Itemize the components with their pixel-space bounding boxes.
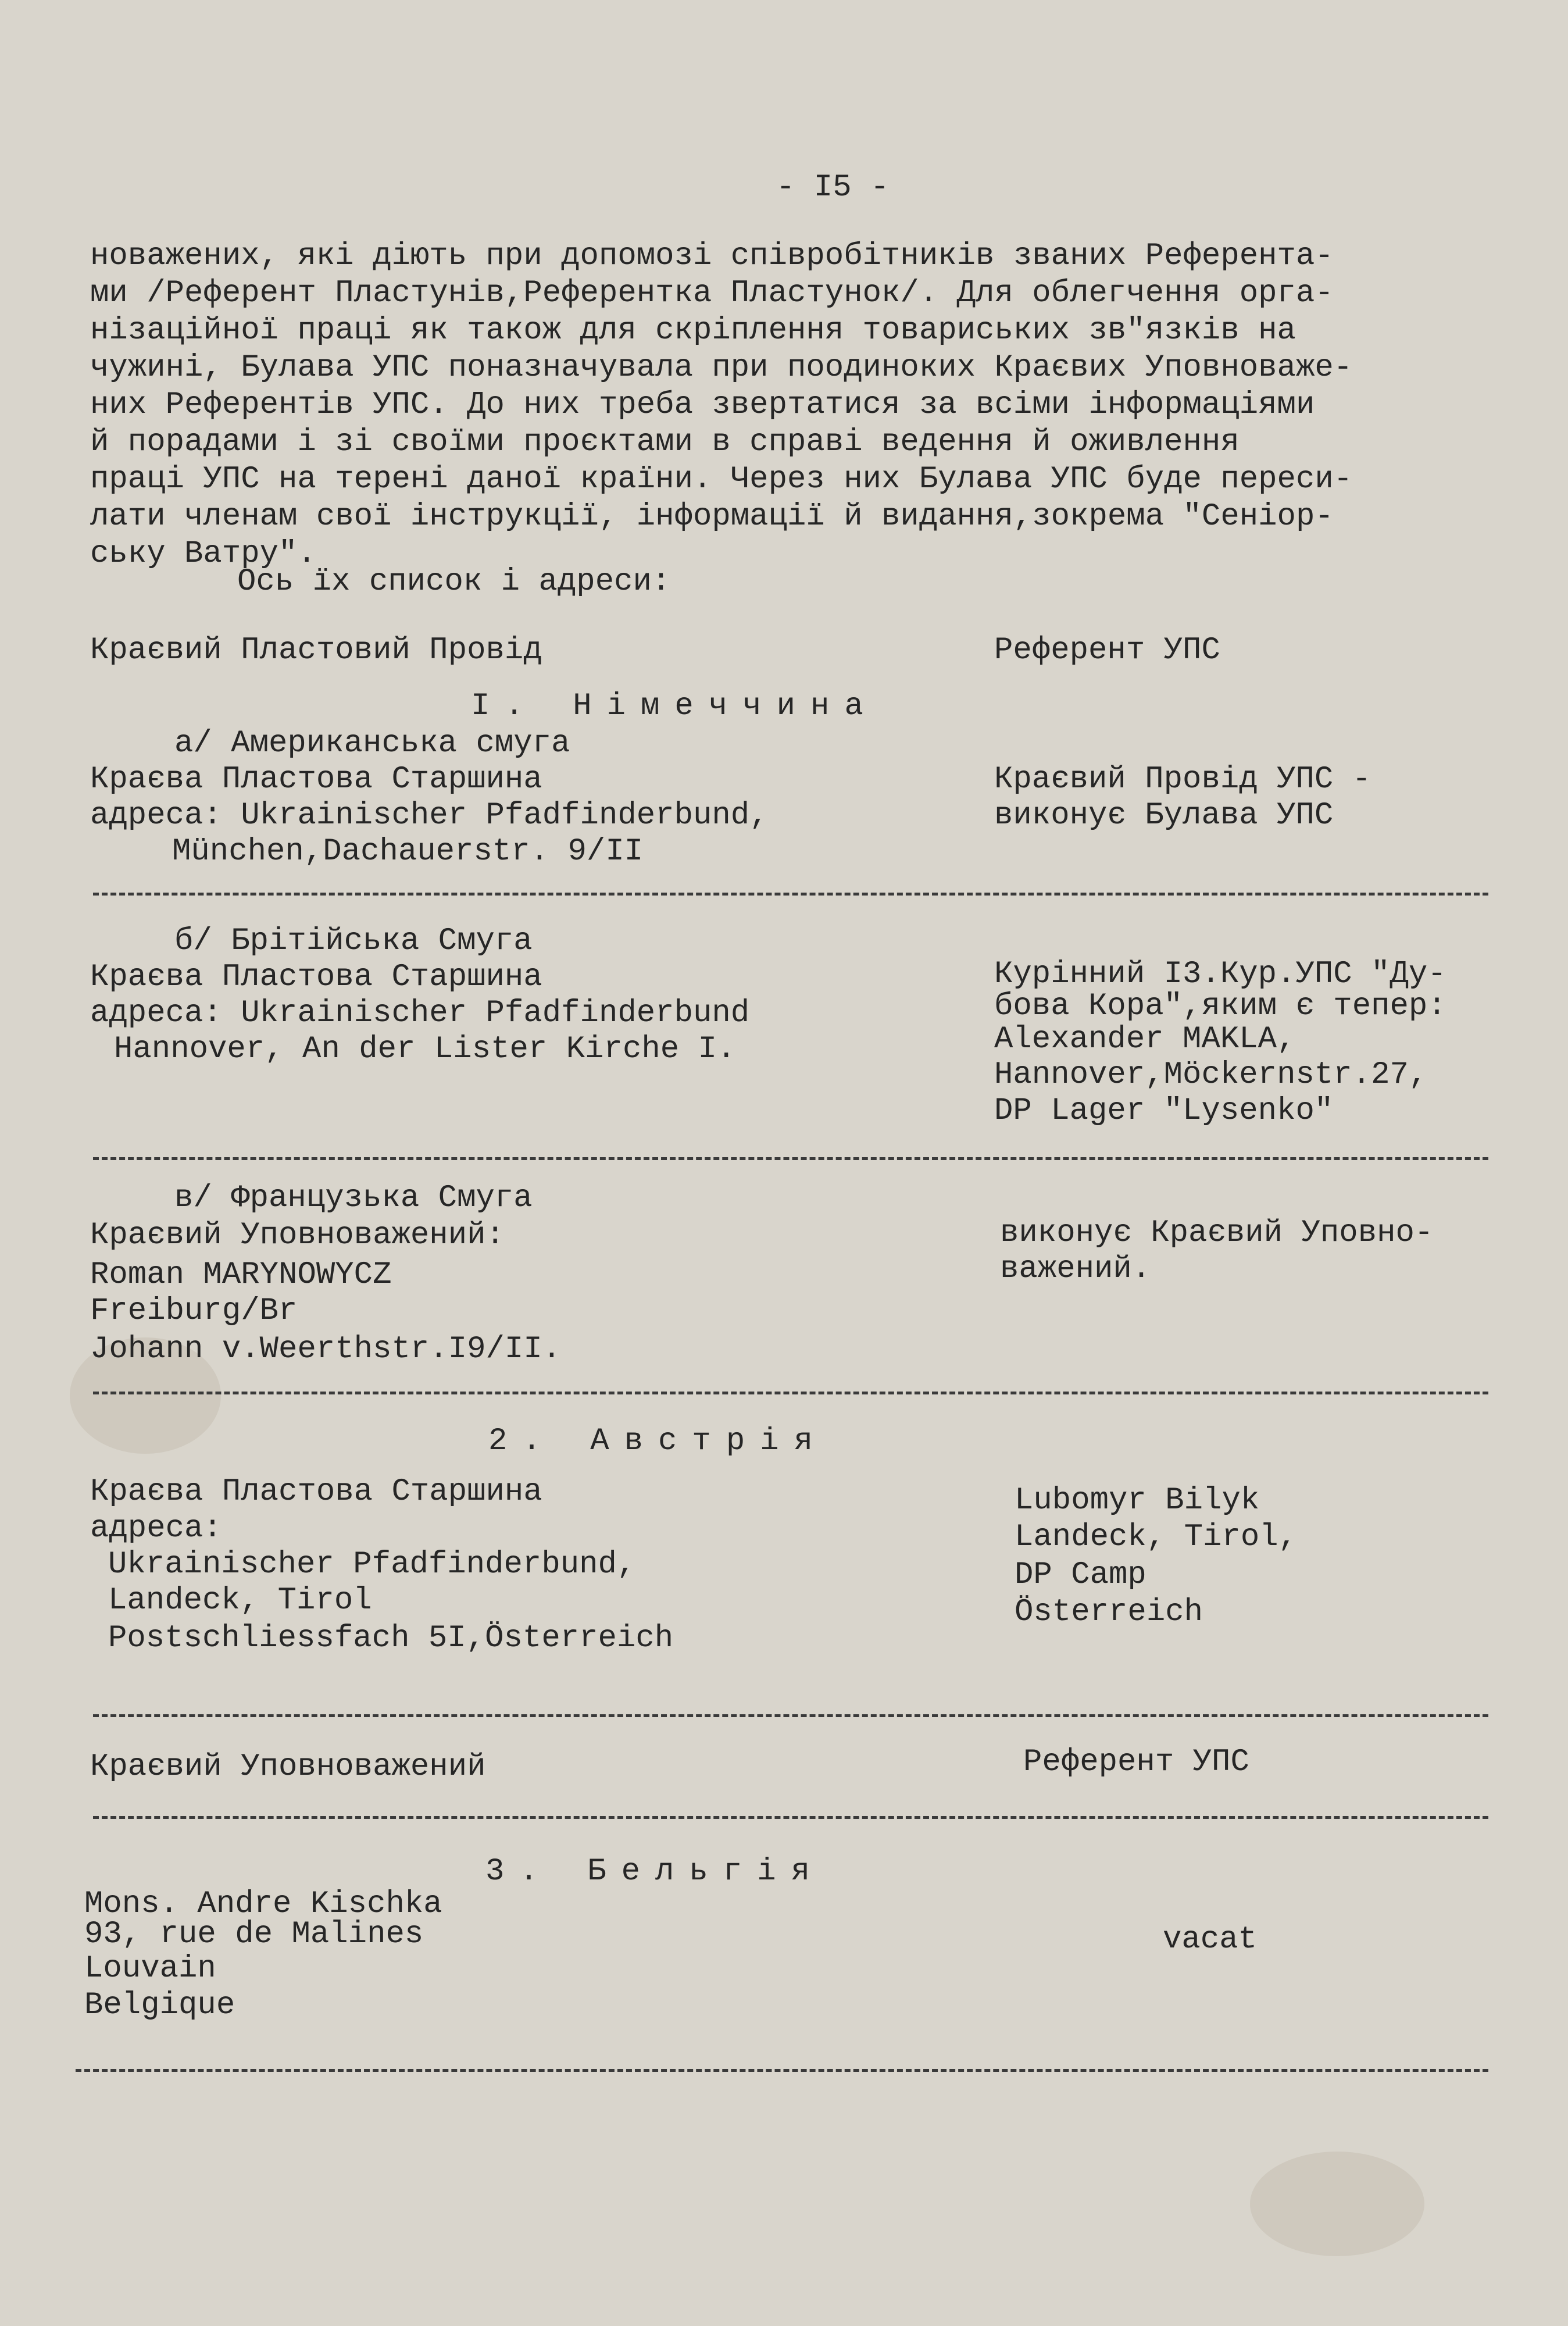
address-line: Belgique <box>84 1988 235 2023</box>
column-header-left: Краєвий Пластовий Провід <box>90 633 542 668</box>
referent-line: Краєвий Провід УПС - <box>994 762 1371 797</box>
referent-line: DP Camp <box>1015 1557 1146 1593</box>
address-line: Ukrainischer Pfadfinderbund, <box>108 1547 636 1582</box>
address-line: Freiburg/Br <box>90 1293 298 1329</box>
page-number: - I5 - <box>776 170 890 205</box>
intro-line: нізаційної праці як також для скріплення товариських зв"язків на <box>90 313 1296 348</box>
intro-line: праці УПС на терені даної країни. Через них Булава УПС буде переси- <box>90 462 1353 497</box>
address-line: Johann v.Weerthstr.I9/II. <box>90 1332 562 1367</box>
intro-line: ську Ватру". <box>90 536 316 572</box>
paper-stain <box>1250 2152 1424 2256</box>
section-divider <box>93 1816 1488 1819</box>
referent-line: DP Lager "Lysenko" <box>994 1093 1334 1129</box>
referent-line: Lubomyr Bilyk <box>1015 1483 1260 1518</box>
referent-line: Hannover,Möckernstr.27, <box>994 1057 1428 1093</box>
address-line: адреса: Ukrainischer Pfadfinderbund <box>90 996 750 1031</box>
address-line: Roman MARYNOWYCZ <box>90 1257 392 1293</box>
address-line: Postschliessfach 5I,Österreich <box>108 1621 674 1656</box>
address-line: Mons. Andre Kischka <box>84 1886 442 1922</box>
section-title-austria: 2. Австрія <box>488 1424 828 1459</box>
referent-line: Landeck, Tirol, <box>1015 1519 1298 1555</box>
intro-line: чужині, Булава УПС поназначувала при поодиноких Краєвих Уповноваже- <box>90 350 1353 386</box>
section-title-germany: I. Німеччина <box>471 688 878 724</box>
address-line: Краєва Пластова Старшина <box>90 1474 542 1510</box>
intro-line: новажених, які діють при допомозі співробітників званих Референта- <box>90 238 1334 274</box>
address-line: 93, rue de Malines <box>84 1917 424 1952</box>
intro-line: лати членам свої інструкції, інформації й видання,зокрема "Сеніор- <box>90 499 1334 534</box>
mid-header-right: Референт УПС <box>1023 1744 1249 1780</box>
american-zone-subtitle: а/ Американська смуга <box>174 726 570 761</box>
referent-line: виконує Булава УПС <box>994 798 1334 833</box>
referent-line: виконує Краєвий Уповно- <box>1000 1215 1434 1251</box>
section-divider <box>76 2069 1488 2072</box>
address-line: Hannover, An der Lister Kirche I. <box>114 1032 736 1067</box>
address-line: Краєвий Уповноважений: <box>90 1218 505 1253</box>
referent-line: важений. <box>1000 1251 1151 1287</box>
address-line: адреса: <box>90 1511 222 1546</box>
british-zone-subtitle: б/ Брітійська Смуга <box>174 923 533 959</box>
section-divider <box>93 1157 1488 1160</box>
referent-line: Österreich <box>1015 1594 1203 1630</box>
address-line: Landeck, Tirol <box>108 1583 372 1618</box>
intro-line: ми /Референт Пластунів,Референтка Пластунок/. Для облегчення орга- <box>90 276 1334 311</box>
referent-line: бова Кора",яким є тепер: <box>994 989 1446 1024</box>
intro-line: й порадами і зі своїми проєктами в справі ведення й оживлення <box>90 424 1240 460</box>
address-line: Louvain <box>84 1951 216 1986</box>
section-divider <box>93 1392 1488 1394</box>
section-divider <box>93 1714 1488 1717</box>
referent-vacat: vacat <box>1163 1922 1258 1957</box>
intro-line: Ось їх список і адреси: <box>237 564 671 600</box>
address-line: Краєва Пластова Старшина <box>90 959 542 995</box>
address-line: Краєва Пластова Старшина <box>90 762 542 797</box>
column-header-right: Референт УПС <box>994 633 1220 668</box>
referent-line: Alexander MAKLA, <box>994 1022 1296 1057</box>
french-zone-subtitle: в/ Французька Смуга <box>174 1180 533 1216</box>
address-line: München,Dachauerstr. 9/II <box>172 834 644 869</box>
referent-line: Курінний I3.Кур.УПС "Ду- <box>994 957 1446 992</box>
section-divider <box>93 893 1488 896</box>
address-line: адреса: Ukrainischer Pfadfinderbund, <box>90 798 769 833</box>
mid-header-left: Краєвий Уповноважений <box>90 1749 486 1785</box>
section-title-belgium: 3. Бельгія <box>485 1854 826 1889</box>
intro-line: них Референтів УПС. До них треба звертатися за всіми інформаціями <box>90 387 1315 423</box>
